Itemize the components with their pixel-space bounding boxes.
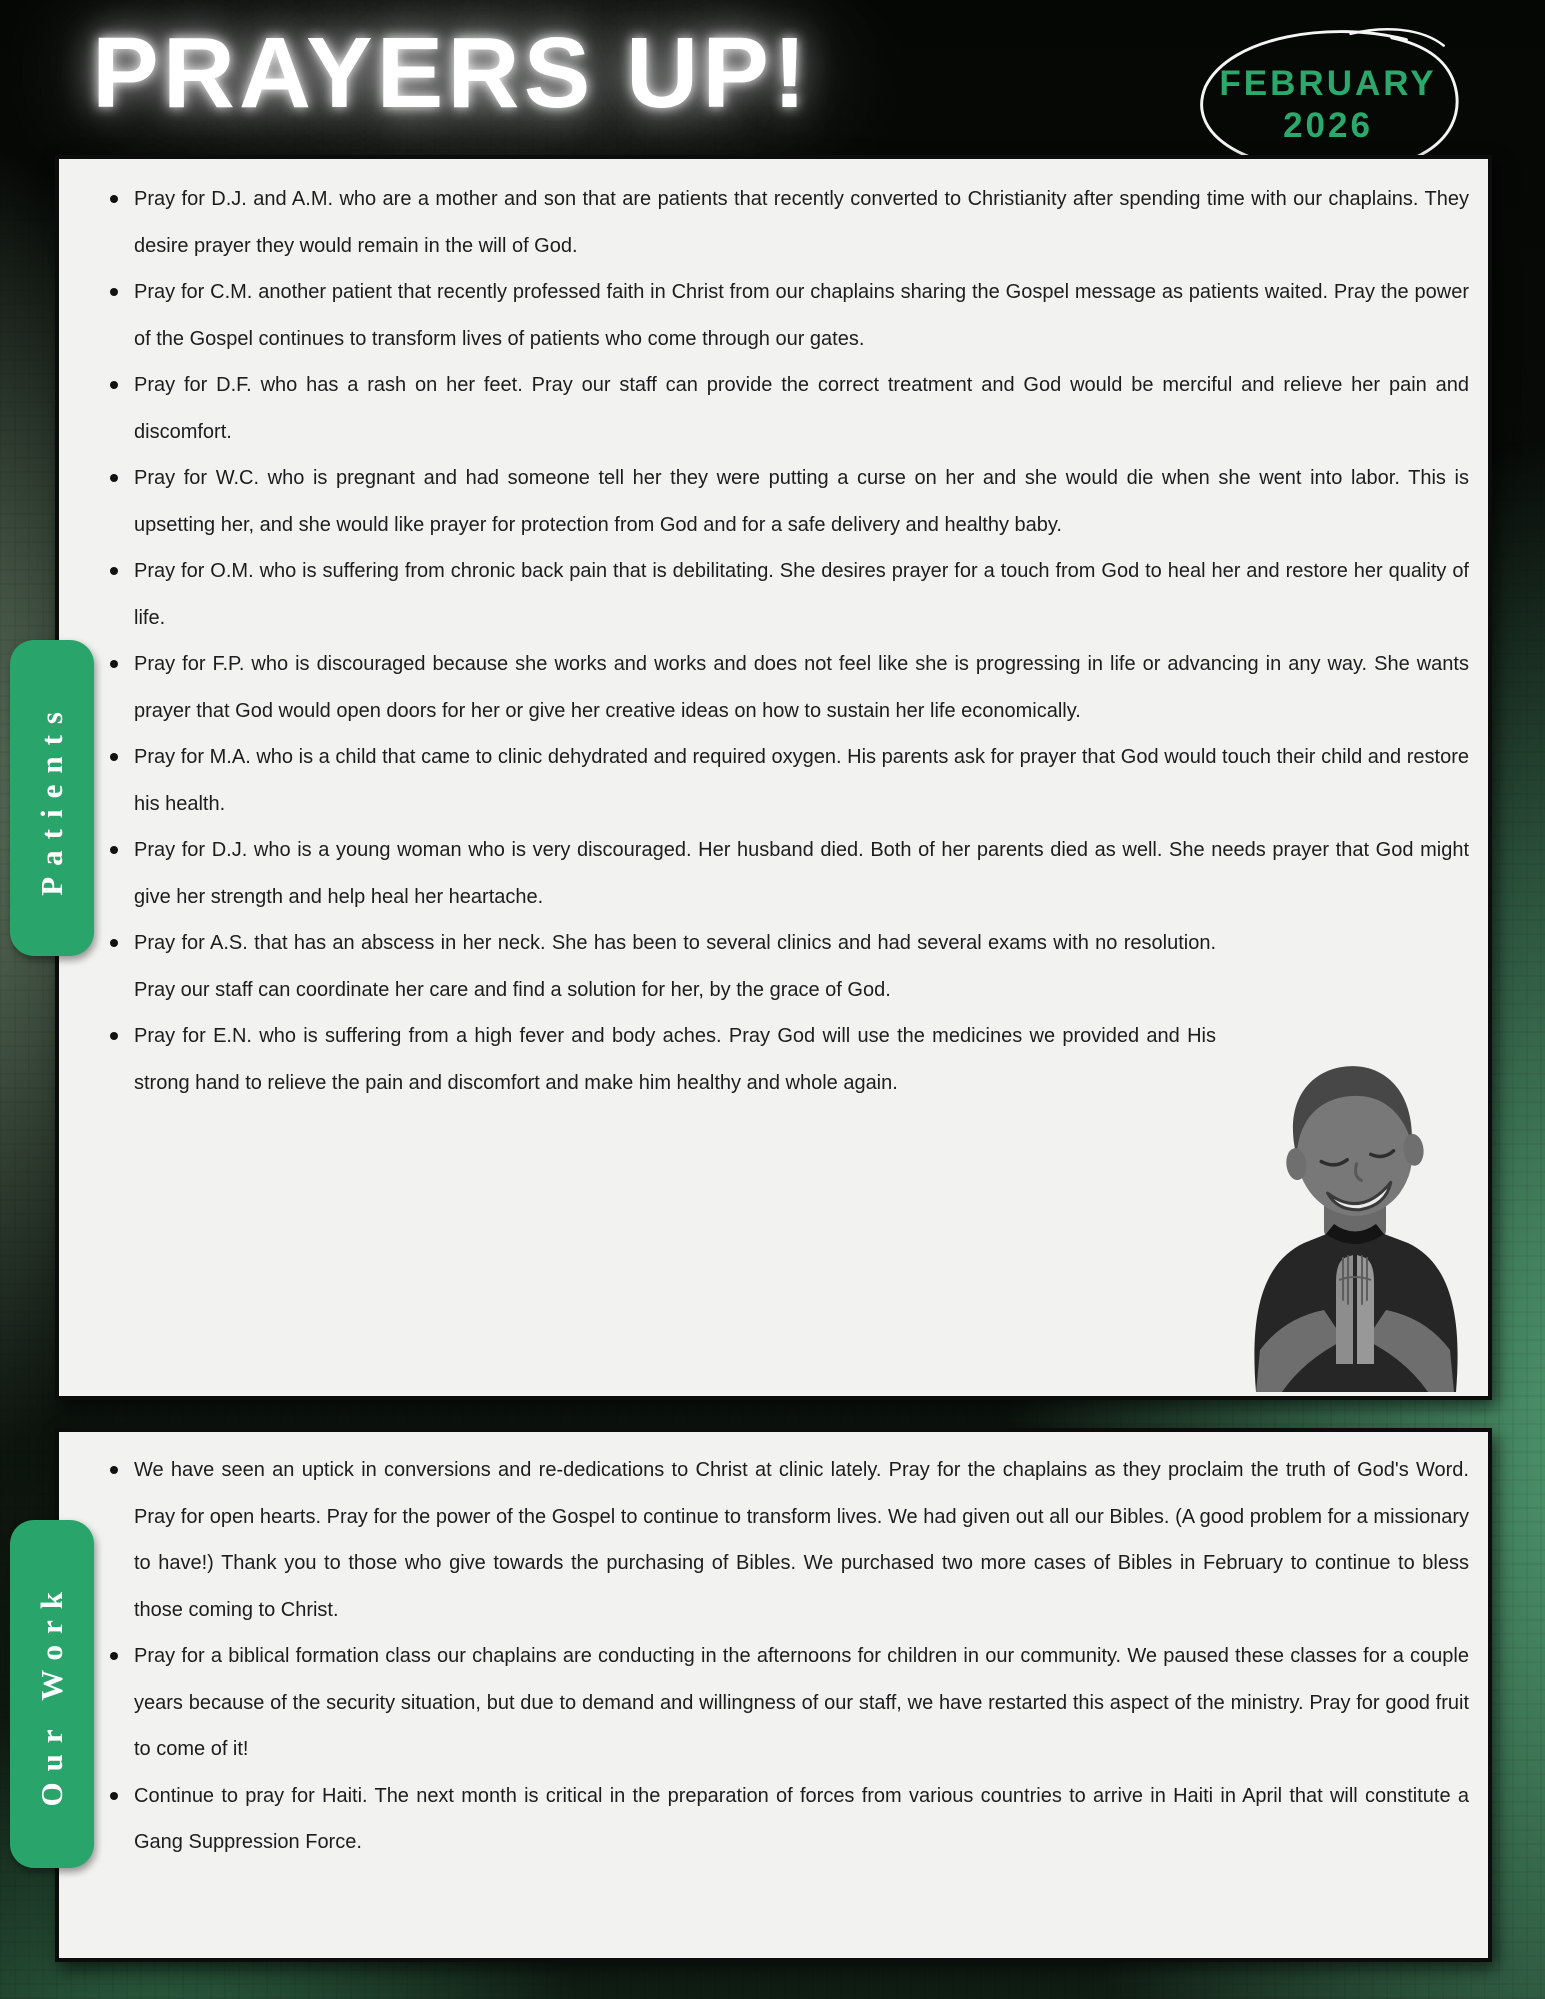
patients-tab-label: Patients bbox=[34, 700, 69, 896]
our-work-prayer-list bbox=[134, 1447, 1478, 1866]
our-work-panel bbox=[55, 1428, 1492, 1962]
list-item: Pray for O.M. who is suffering from chronic back pain that is debilitating. She desires prayer for a touch from God to heal her and restore her quality of life. bbox=[134, 548, 1478, 641]
praying-child-illustration bbox=[1226, 1052, 1484, 1392]
patients-panel bbox=[55, 155, 1492, 1400]
list-item: Pray for C.M. another patient that recently professed faith in Christ from our chaplains sharing the Gospel message as patients waited. Pray the power of the Gospel continues to transform lives of patients who come through our gates. bbox=[134, 269, 1478, 362]
list-item: Pray for D.F. who has a rash on her feet. Pray our staff can provide the correct treatment and God would be merciful and relieve her pain and discomfort. bbox=[134, 362, 1478, 455]
page-title: PRAYERS UP! bbox=[92, 17, 811, 129]
list-item: Continue to pray for Haiti. The next month is critical in the preparation of forces from various countries to arrive in Haiti in April that will constitute a Gang Suppression Force. bbox=[134, 1773, 1478, 1866]
praying-child-photo bbox=[1226, 1052, 1484, 1392]
list-item: Pray for M.A. who is a child that came to clinic dehydrated and required oxygen. His parents ask for prayer that God would touch their child and restore his health. bbox=[134, 734, 1478, 827]
list-item: Pray for F.P. who is discouraged because she works and works and does not feel like she is progressing in life or advancing in any way. She wants prayer that God would open doors for her or give her creative ideas on how to sustain her life economically. bbox=[134, 641, 1478, 734]
our-work-tab bbox=[10, 1520, 94, 1868]
patients-tab bbox=[10, 640, 94, 956]
list-item: Pray for D.J. and A.M. who are a mother and son that are patients that recently converted to Christianity after spending time with our chaplains. They desire prayer they would remain in the will of God. bbox=[134, 176, 1478, 269]
list-item: Pray for a biblical formation class our chaplains are conducting in the afternoons for children in our community. We paused these classes for a couple years because of the security situation, but due to demand and willingness of our staff, we have restarted this aspect of the ministry. Pray for good fruit to come of it! bbox=[134, 1633, 1478, 1773]
patients-prayer-list bbox=[134, 176, 1478, 1106]
badge-year: 2026 bbox=[1283, 105, 1373, 145]
list-item: Pray for W.C. who is pregnant and had someone tell her they were putting a curse on her and she would die when she went into labor. This is upsetting her, and she would like prayer for protection from God and for a safe delivery and healthy baby. bbox=[134, 455, 1478, 548]
badge-month: FEBRUARY bbox=[1219, 64, 1437, 103]
list-item: Pray for D.J. who is a young woman who is very discouraged. Her husband died. Both of her parents died as well. She needs prayer that God might give her strength and help heal her heartache. bbox=[134, 827, 1478, 920]
list-item: Pray for A.S. that has an abscess in her neck. She has been to several clinics and had several exams with no resolution. Pray our staff can coordinate her care and find a solution for her, by the grace of God. bbox=[134, 920, 1478, 1013]
list-item: We have seen an uptick in conversions and re-dedications to Christ at clinic lately. Pray for the chaplains as they proclaim the truth of God's Word. Pray for open hearts. Pray for the power of the Gospel to continue to transform lives. We had given out all our Bibles. (A good problem for a missionary to have!) Thank you to those who give towards the purchasing of Bibles. We purchased two more cases of Bibles in February to continue to bless those coming to Christ. bbox=[134, 1447, 1478, 1633]
list-item: Pray for E.N. who is suffering from a high fever and body aches. Pray God will use the medicines we provided and His strong hand to relieve the pain and discomfort and make him healthy and whole again. bbox=[134, 1013, 1478, 1106]
our-work-tab-label: Our Work bbox=[34, 1581, 69, 1807]
